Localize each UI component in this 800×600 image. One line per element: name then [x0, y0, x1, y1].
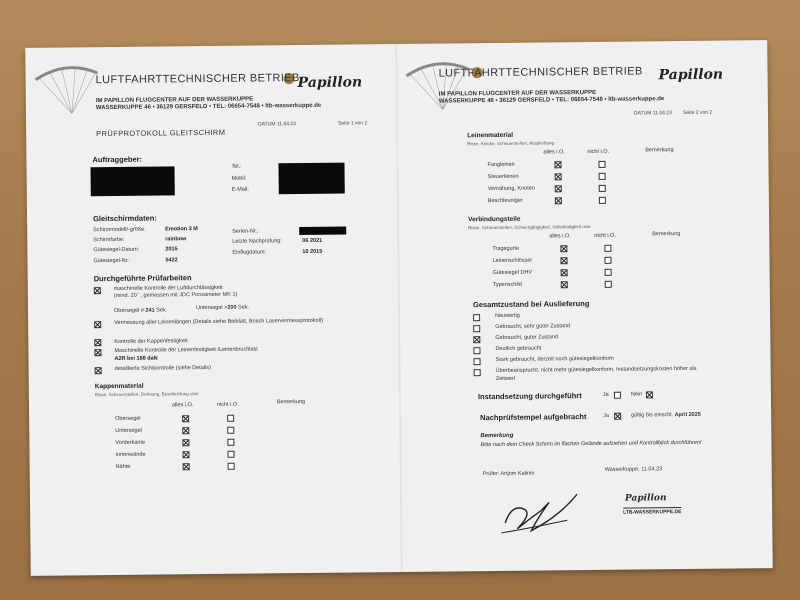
checkbox-condition[interactable]	[473, 336, 480, 343]
address-line-1: IM PAPILLON FLUGCENTER AUF DER WASSERKUPPE	[438, 89, 597, 98]
checkbox-ok[interactable]	[555, 185, 562, 192]
connectors-row-label: Typenschild	[492, 281, 522, 289]
first-flight-label: Einflugdatum:	[232, 249, 267, 256]
col-ok: alles i.O.	[543, 149, 565, 156]
lines-row-label: Vernähung, Knoten	[487, 185, 535, 193]
checkbox-nok[interactable]	[599, 197, 606, 204]
color-value: rainbow	[165, 236, 187, 243]
protocol-sheet	[25, 40, 772, 576]
address-line-2: WASSERKUPPE 46 • 36129 GERSFELD • TEL: 06654-7548 • ltb-wasserkuppe.de	[95, 102, 322, 112]
col-remark: Bemerkung	[276, 398, 306, 406]
canopy-row-label: Obersegel	[115, 415, 141, 422]
work-heading: Durchgeführte Prüfarbeiten	[93, 273, 192, 284]
lines-subheading: Risse, Knicke, Scheuerstellen, Abspleißung	[467, 140, 555, 147]
condition-label: Deutlich gebraucht	[495, 345, 542, 352]
seal-date-value: 2015	[165, 246, 178, 253]
checkbox-visual-check[interactable]	[95, 367, 102, 374]
untersegel-label: Untersegel >	[195, 304, 228, 312]
stamp-logo: Papillon	[624, 493, 667, 504]
checkbox-ok[interactable]	[555, 173, 562, 180]
checkbox-ok[interactable]	[560, 257, 567, 264]
connectors-subheading: Risse, Scheuerstellen, Schwergängigkeit, Vollständigkeit usw.	[468, 223, 592, 231]
date-label: DATUM 11.04.23	[258, 121, 296, 128]
glider-data-heading: Gleitschirmdaten:	[93, 213, 157, 224]
last-check-value: 06 2021	[302, 237, 323, 245]
checkbox-ok[interactable]	[182, 451, 189, 458]
condition-label: Überbeansprucht, nicht mehr gütesiegelkonform, Instandsetzungskosten höher als	[495, 365, 697, 374]
model-value: Emotion 3 M	[165, 226, 198, 233]
col-ok: alles i.O.	[171, 402, 194, 409]
connectors-heading: Verbindungsteile	[468, 215, 521, 224]
condition-label: Stark gebraucht, derzeit noch gütesiegelkonform	[495, 355, 614, 363]
work-line-strength: Maschinelle Kontrolle der Leinenfestigkeit /Leinenbruchlast	[114, 346, 258, 354]
repair-label: Instandsetzung durchgeführt	[477, 391, 582, 402]
redacted-serial	[299, 227, 346, 235]
canopy-row-label: Untersegel	[115, 427, 142, 434]
obersegel-label: Obersegel #	[113, 307, 145, 314]
signature-icon	[497, 482, 588, 543]
address-line-2: WASSERKUPPE 46 • 36129 GERSFELD • TEL: 06654-7548 • ltb-wasserkuppe.de	[438, 96, 665, 105]
lines-row-label: Fangleinen	[487, 161, 515, 169]
redacted-contact	[278, 163, 344, 195]
canopy-subheading: Risse, Scheuerstellen, Dehnung, Beschichtung usw	[94, 391, 198, 398]
untersegel-values	[196, 305, 249, 312]
col-nok: nicht i.O.	[594, 232, 616, 239]
porosity-values	[114, 307, 167, 314]
checkbox-line-strength[interactable]	[94, 349, 101, 356]
untersegel-value: 200	[227, 304, 237, 311]
checkbox-nok[interactable]	[605, 281, 612, 288]
company-name: LUFTFAHRTTECHNISCHER BETRIEB	[95, 72, 300, 87]
canopy-row-label: Vorderkante	[115, 439, 146, 446]
checkbox-nok[interactable]	[227, 427, 234, 434]
checkbox-condition[interactable]	[473, 325, 480, 332]
condition-label: Gebraucht, guter Zustand	[495, 334, 559, 341]
remark-heading: Bemerkung	[480, 432, 514, 440]
page-1	[25, 44, 402, 576]
model-label: Schirmmodell/-größe:	[93, 226, 146, 234]
validity	[631, 412, 701, 419]
checkbox-canopy-strength[interactable]	[94, 339, 101, 346]
stamp-text: LTB-WASSERKUPPE.DE	[623, 509, 682, 516]
place-date: Wasserkuppe, 11.04.23	[604, 466, 663, 473]
first-flight-value: 10 2015	[302, 248, 323, 256]
work-canopy-strength: Kontrolle der Kappenfestigkeit	[114, 338, 188, 345]
color-label: Schirmfarbe:	[93, 236, 125, 244]
checkbox-line-measurement[interactable]	[94, 321, 101, 328]
checkbox-nok[interactable]	[605, 269, 612, 276]
checkbox-ok[interactable]	[182, 439, 189, 446]
auftraggeber-heading: Auftraggeber:	[92, 154, 143, 165]
seal-date-label: Gütesiegel-Datum:	[93, 246, 140, 254]
repair-no-label: Nein	[630, 391, 643, 398]
condition-label: Gebraucht, sehr guter Zustand	[495, 323, 571, 330]
last-check-label: Letzte Nachprüfung:	[232, 238, 282, 245]
checkbox-nok[interactable]	[599, 173, 606, 180]
canopy-row-label: Nähte	[115, 463, 131, 470]
checkbox-ok[interactable]	[555, 197, 562, 204]
page-2	[396, 40, 773, 572]
checkbox-nok[interactable]	[227, 439, 234, 446]
condition-label: Neuwertig	[495, 312, 520, 319]
sek-unit: Sek.	[156, 307, 168, 314]
col-nok: nicht i.O.	[216, 401, 239, 408]
stamp-yes-label: Ja	[603, 412, 609, 419]
checkbox-stamp-yes[interactable]	[614, 413, 621, 420]
checkbox-porosity[interactable]	[94, 287, 101, 294]
checkbox-ok[interactable]	[561, 269, 568, 276]
checkbox-condition[interactable]	[474, 358, 481, 365]
papillon-logo: Papillon	[658, 66, 724, 84]
valid-value: April 2025	[674, 411, 701, 419]
checkbox-ok[interactable]	[561, 281, 568, 288]
checkbox-ok[interactable]	[560, 245, 567, 252]
address-line-1: IM PAPILLON FLUGCENTER AUF DER WASSERKUPPE	[95, 96, 254, 105]
obersegel-value: 241	[145, 307, 155, 314]
page-number: Seite 2 von 2	[682, 109, 713, 117]
stamp-label: Nachprüfstempel aufgebracht	[480, 412, 587, 423]
paraglider-logo-icon	[31, 57, 102, 118]
col-remark: Bemerkung	[645, 147, 674, 154]
checkbox-condition[interactable]	[473, 347, 480, 354]
work-line-measurement: Vermessung aller Leinenlängen (Details siehe Beiblatt, Bosch Laservermessprotokoll)	[114, 317, 323, 326]
mobil-label: Mobil:	[231, 175, 247, 182]
valid-label: gültig bis einschl.	[631, 412, 674, 419]
examiner: Prüfer: Artjom Kalinin	[482, 470, 535, 478]
papillon-logo: Papillon	[297, 74, 363, 92]
company-name: LUFTFAHRTTECHNISCHER BETRIEB	[438, 65, 643, 80]
lines-row-label: Steuerleinen	[487, 173, 519, 181]
canopy-row-label: Innenwände	[115, 451, 146, 458]
connectors-row-label: Leinenschlösser	[492, 257, 533, 265]
checkbox-nok[interactable]	[599, 185, 606, 192]
serial-label: Serien-Nr.:	[232, 228, 259, 235]
col-remark: Bemerkung	[652, 231, 681, 238]
checkbox-nok[interactable]	[227, 451, 234, 458]
checkbox-nok[interactable]	[604, 245, 611, 252]
checkbox-condition[interactable]	[473, 314, 480, 321]
checkbox-nok[interactable]	[228, 463, 235, 470]
checkbox-ok[interactable]	[183, 463, 190, 470]
work-porosity-line2: (mind. 20´´, gemessen mit JDC Porosimeter MK 1)	[113, 291, 238, 299]
work-porosity-line1: maschinelle Kontrolle der Luftdurchlässigkeit	[113, 284, 223, 292]
sek-unit: Sek.	[238, 304, 250, 311]
checkbox-nok[interactable]	[227, 415, 234, 422]
line-strength-value: A2R bei 168 daN	[114, 355, 158, 362]
connectors-row-label: Gütesiegel DHV	[492, 269, 533, 277]
seal-nr-label: Gütesiegel-Nr.:	[93, 257, 131, 265]
work-visual-check: detaillierte Sichtkontrolle (siehe Details)	[114, 364, 211, 372]
checkbox-nok[interactable]	[604, 257, 611, 264]
checkbox-repair-yes[interactable]	[614, 392, 621, 399]
checkbox-repair-no[interactable]	[646, 391, 653, 398]
overall-heading: Gesamtzustand bei Auslieferung	[472, 299, 590, 310]
date-label: DATUM 11.04.23	[633, 110, 672, 117]
col-ok: alles i.O.	[549, 233, 571, 240]
condition-label-cont: Zeitwert	[495, 375, 516, 382]
canopy-heading: Kappenmaterial	[94, 382, 144, 391]
seal-nr-value: 0422	[165, 257, 178, 264]
repair-yes-label: Ja	[602, 391, 609, 398]
email-label: E-Mail:	[231, 186, 249, 193]
tel-label: Tel.:	[231, 163, 242, 170]
checkbox-ok[interactable]	[554, 161, 561, 168]
page-number: Seite 1 von 2	[338, 120, 368, 127]
checkbox-ok[interactable]	[182, 415, 189, 422]
paraglider-logo-icon	[402, 53, 473, 114]
lines-heading: Leinenmaterial	[467, 131, 514, 140]
protocol-title: PRÜFPROTOKOLL GLEITSCHIRM	[96, 127, 226, 139]
redacted-customer-name	[91, 166, 175, 196]
checkbox-condition[interactable]	[474, 369, 481, 376]
col-nok: nicht i.O.	[587, 148, 610, 156]
remark-text: Bitte nach dem Check Schirm im flachen Gelände aufziehen und Kontrollblick durchführen!	[480, 439, 702, 449]
checkbox-ok[interactable]	[182, 427, 189, 434]
checkbox-nok[interactable]	[598, 161, 605, 168]
lines-row-label: Beschleuniger	[487, 197, 523, 205]
connectors-row-label: Tragegurte	[492, 245, 520, 253]
